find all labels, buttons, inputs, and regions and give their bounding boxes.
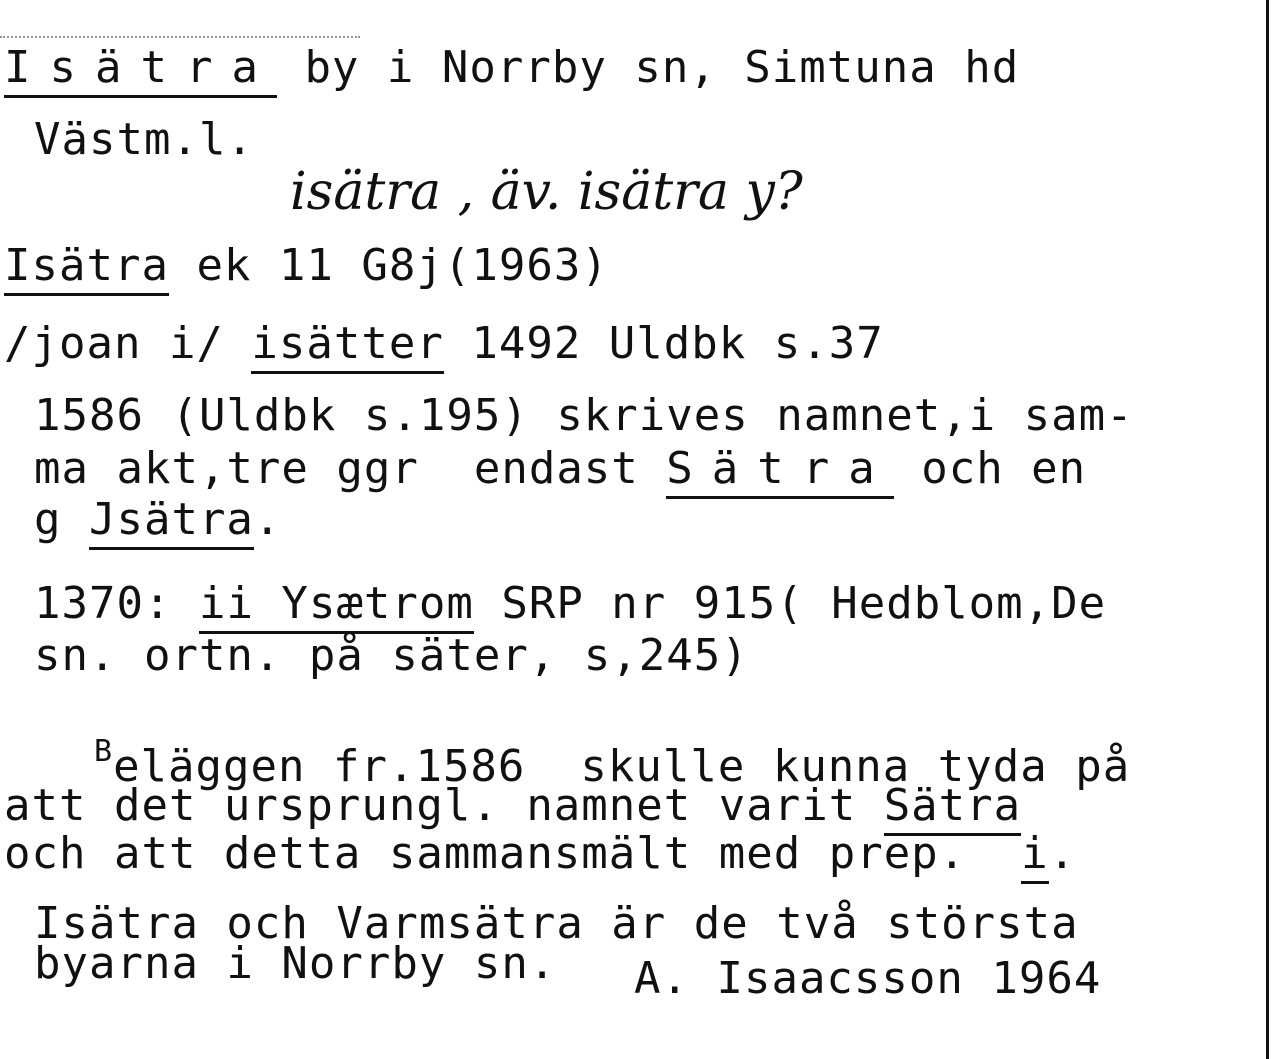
- para2-line1: [34, 580, 1106, 628]
- para3-line3: [4, 830, 1076, 878]
- form-satra-2: Sätra: [884, 780, 1021, 836]
- heading-line: [4, 44, 1019, 92]
- form-isatter: isätter: [251, 318, 443, 374]
- map-reference-line: [4, 242, 609, 290]
- para1-line3: [34, 496, 281, 544]
- handwritten-note: isätra , äv. isätra y?: [290, 162, 803, 222]
- prep-i: i: [1021, 828, 1049, 884]
- map-ref: ek 11 G8j(1963): [168, 240, 609, 291]
- signature: A. Isaacsson 1964: [634, 953, 1102, 1004]
- para3-line3-a: och att detta sammansmält med prep.: [4, 828, 1022, 879]
- form-ysaetrom: ii Ysætrom: [199, 578, 474, 634]
- map-name: Isätra: [4, 240, 169, 296]
- card-edge: [1266, 0, 1269, 1059]
- form-satra: Sätra: [666, 443, 893, 499]
- para1-line3-b: .: [253, 494, 282, 545]
- para3-line2: [4, 782, 1021, 830]
- form-jsatra: Jsätra: [89, 494, 254, 550]
- source-ref: 1492 Uldbk s.37: [443, 318, 884, 369]
- para1-line2: [34, 445, 1086, 493]
- para3-line2-a: att det ursprungl. namnet varit: [4, 780, 884, 831]
- para3-line3-b: .: [1048, 828, 1077, 879]
- head-word: Isätra: [4, 42, 277, 98]
- para1-line3-a: g: [34, 494, 89, 545]
- para1-line2-b: och en: [893, 443, 1087, 494]
- para2-line1-a: 1370:: [34, 578, 199, 629]
- initial-b: B: [94, 734, 114, 769]
- para2-line1-b: SRP nr 915( Hedblom,De: [473, 578, 1107, 629]
- para4-line2: byarna i Norrby sn.: [34, 938, 557, 989]
- source-1492-line: [4, 320, 884, 368]
- source-prefix: /joan i/: [4, 318, 252, 369]
- para4-line1: Isätra och Varmsätra är de två största: [34, 898, 1079, 949]
- para2-line2: sn. ortn. på säter, s,245): [34, 630, 749, 681]
- county-line: Västm.l.: [34, 114, 254, 165]
- para3-line1-text: eläggen fr.1586 skulle kunna tyda på: [113, 741, 1131, 792]
- para1-line2-a: ma akt,tre ggr endast: [34, 443, 667, 494]
- para1-line1: 1586 (Uldbk s.195) skrives namnet,i sam-: [34, 390, 1134, 441]
- head-rest: by i Norrby sn, Simtuna hd: [276, 42, 1020, 93]
